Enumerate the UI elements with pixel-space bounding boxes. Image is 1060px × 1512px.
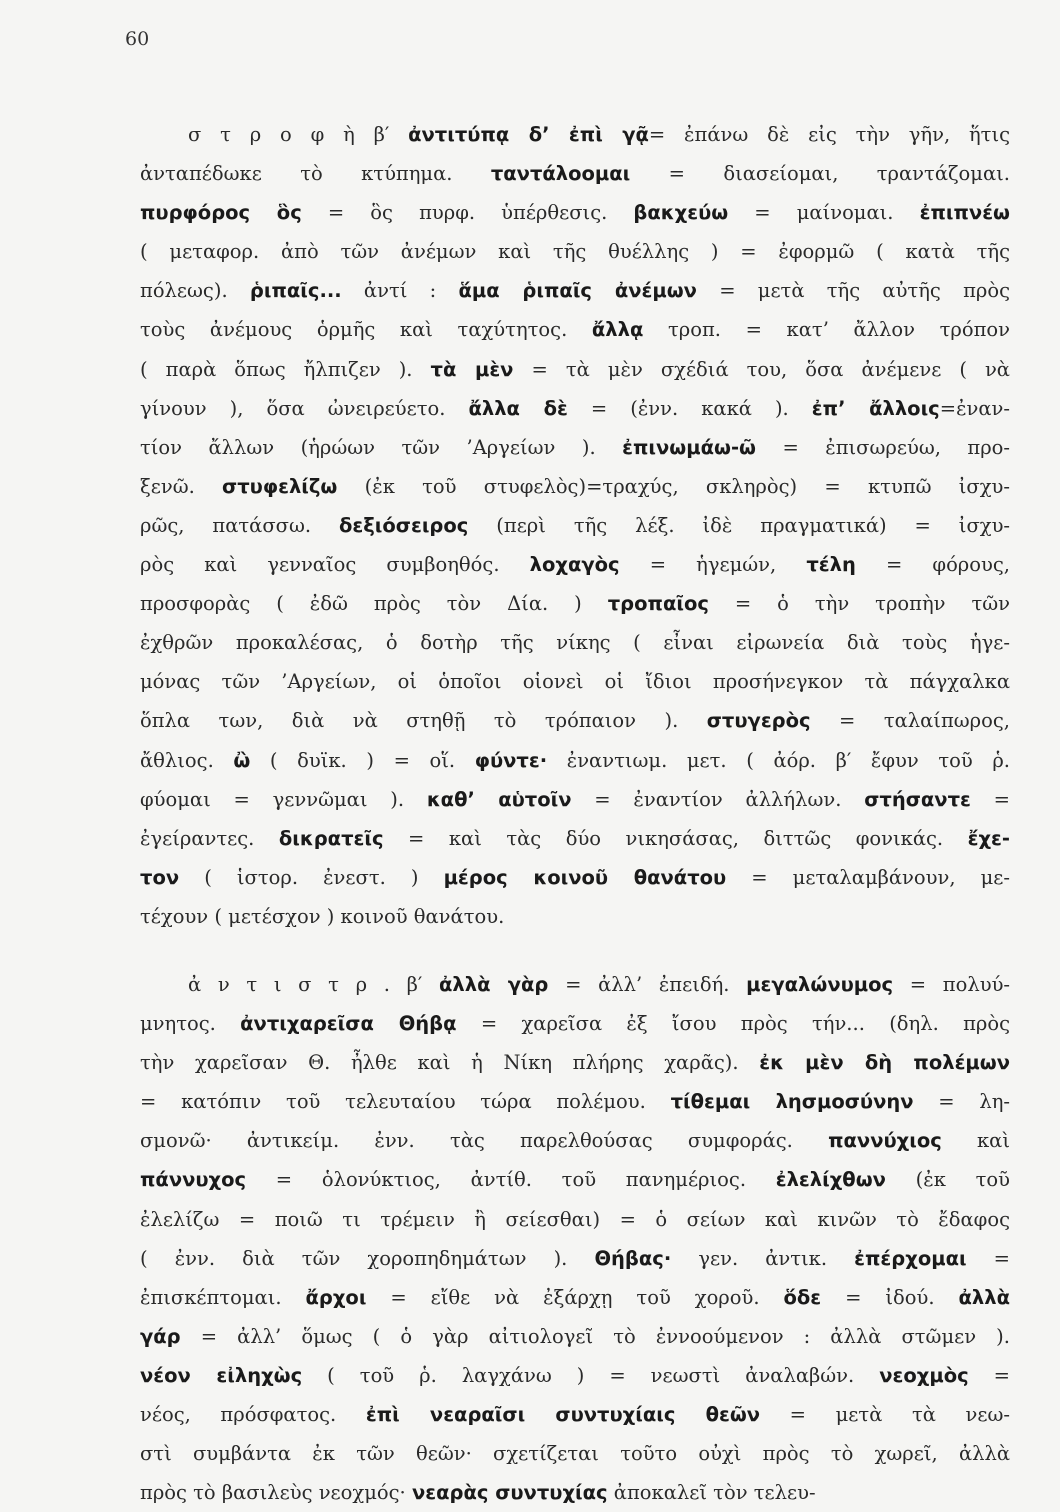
text-line [140,780,1010,819]
lemma-term: νεαρὰς συντυχίας [411,1481,608,1505]
gloss-text: ἀνταπέδωκε τὸ κτύπημα. [140,162,491,186]
text-line [140,897,1010,936]
text-line [140,1473,1010,1512]
lemma-term: καθ’ αὑτοῖν [426,787,572,811]
lemma-term: δεξιόσειρος [339,513,469,537]
lemma-term: Θήβας· [594,1246,672,1270]
gloss-text: γεν. ἀντικ. [671,1246,855,1270]
lemma-term: νεοχμὸς [879,1363,969,1387]
gloss-text: ἐγείραντες. [140,826,279,850]
gloss-text: ἀ ν τ ι σ τ ρ . β′ [188,972,439,996]
lemma-term: πάννυχος [140,1168,247,1192]
gloss-text: ( μεταφορ. ἀπὸ τῶν ἀνέμων καὶ τῆς θυέλλης ) = ἐφορμῶ ( κατὰ τῆς [140,240,1010,264]
text-line [140,662,1010,701]
gloss-text: καὶ [941,1129,1010,1153]
gloss-text: = ταλαίπωρος, [810,709,1010,733]
lemma-term: ἅμα ῥιπαῖς ἀνέμων [458,279,697,303]
gloss-text: = κατόπιν τοῦ τελευταίου τώρα πολέμου. [140,1090,671,1114]
text-line [140,1160,1010,1199]
text-line [140,701,1010,740]
gloss-text: = διασείομαι, τραντάζομαι. [630,162,1010,186]
gloss-text: (περὶ τῆς λέξ. ἰδὲ πραγματικά) = ἰσχυ- [468,513,1011,537]
text-line [140,545,1010,584]
gloss-text: = μεταλαμβάνουν, με- [726,865,1010,889]
gloss-text: = ἐπισωρεύω, προ- [755,435,1010,459]
lemma-term: τίθεμαι λησμοσύνην [670,1090,914,1114]
lemma-term: ἐπέρχομαι [854,1246,967,1270]
text-line [140,1317,1010,1356]
text-line [140,232,1010,271]
text-line [140,310,1010,349]
gloss-text: προσφορὰς ( ἐδῶ πρὸς τὸν Δία. ) [140,592,608,616]
page-number: 60 [125,28,150,50]
gloss-text: = ἐναντίον ἀλλήλων. [571,787,865,811]
text-line [140,1278,1010,1317]
lemma-term: παννύχιος [828,1129,942,1153]
text-line [140,819,1010,858]
gloss-text: ἐπισκέπτομαι. [140,1285,306,1309]
lemma-term: μέρος κοινοῦ θανάτου [443,865,727,889]
gloss-text: = (ἐνν. κακά ). [567,396,812,420]
gloss-text: τοὺς ἀνέμους ὁρμῆς καὶ ταχύτητος. [140,318,592,342]
gloss-text: τέχουν ( μετέσχον ) κοινοῦ θανάτου. [140,904,505,928]
lemma-term: γάρ [140,1324,181,1348]
text-line [140,193,1010,232]
gloss-text: = ἡγεμών, [619,553,807,577]
lemma-term: λοχαγὸς [529,553,620,577]
text-line [140,1043,1010,1082]
lemma-term: ἐκ μὲν δὴ πολέμων [759,1051,1010,1075]
gloss-text: σ τ ρ ο φ ὴ β′ [188,123,409,146]
lemma-term: τροπαῖος [607,592,709,616]
text-line [140,154,1010,193]
gloss-text: = καὶ τὰς δύο νικησάσας, διττῶς φονικάς. [383,826,968,850]
text-line [140,1200,1010,1239]
gloss-text: γίνουν ), ὅσα ὠνειρεύετο. [140,396,469,420]
gloss-text: φύομαι = γεννῶμαι ). [140,787,427,811]
text-line [140,271,1010,310]
gloss-text: = [966,1246,1011,1270]
text-line [140,506,1010,545]
gloss-text: = μετὰ τὰ νεω- [760,1403,1010,1426]
lemma-term: νέον εἰληχὼς [140,1363,303,1387]
lemma-term: στυγερὸς [706,709,811,733]
text-line [140,623,1010,662]
lemma-term: μεγαλώνυμος [746,972,894,996]
gloss-text: ξενῶ. [140,474,223,498]
gloss-text: = [970,787,1010,811]
gloss-text: ἐλελίζω = ποιῶ τι τρέμειν ἢ σείεσθαι) = ὁ σείων καὶ κινῶν τὸ ἔδαφος [140,1207,1010,1231]
text-line [140,1395,1010,1434]
gloss-text: τὴν χαρεῖσαν Θ. ἦλθε καὶ ἡ Νίκη πλήρης χαρᾶς). [140,1051,760,1075]
text-line [140,858,1010,897]
lemma-term: ἐπὶ νεαραῖσι συντυχίαις θεῶν [365,1403,761,1426]
text-line [140,1121,1010,1160]
gloss-text: (ἐκ τοῦ στυφελὸς)=τραχύς, σκληρὸς) = κτυπῶ ἰσχυ- [337,474,1010,498]
lemma-term: ἐλελίχθων [775,1168,886,1192]
gloss-text: σμονῶ· ἀντικείμ. ἐνν. τὰς παρελθούσας συμφοράς. [140,1129,829,1153]
text-line [140,741,1010,780]
lemma-term: ὅδε [783,1285,822,1309]
gloss-text: πρὸς τὸ βασιλεὺς νεοχμός· [140,1481,412,1505]
gloss-text: ἀντί : [341,279,459,303]
gloss-text: ἀποκαλεῖ τὸν τελευ- [607,1481,816,1505]
gloss-text: = τὰ μὲν σχέδιά του, ὅσα ἀνέμενε ( νὰ [513,357,1010,381]
lemma-term: ἀντιτύπᾳ δ’ ἐπὶ γᾷ [408,123,649,146]
gloss-text: = εἴθε νὰ ἐξάρχῃ τοῦ χοροῦ. [366,1285,784,1309]
text-line [140,1356,1010,1395]
lemma-term: στυφελίζω [222,474,338,498]
lemma-term: ἐπ’ ἄλλοις [811,396,940,420]
text-line [140,1434,1010,1473]
gloss-text: = ἀλλ’ ἐπειδή. [548,972,747,996]
lemma-term: πυρφόρος ὃς [140,201,302,225]
lemma-term: ἀλλὰ [958,1285,1010,1309]
gloss-text: = ὁ τὴν τροπὴν τῶν [708,592,1011,616]
gloss-text: μνητος. [140,1012,241,1036]
gloss-text: = ὃς πυρφ. ὑπέρθεσις. [301,201,634,225]
gloss-text: μόνας τῶν ’Αργείων, οἱ ὁποῖοι οἱονεὶ οἱ ἴδιοι προσήνεγκον τὰ πάγχαλκα [140,670,1010,694]
gloss-text: ὅπλα των, διὰ νὰ στηθῇ τὸ τρόπαιον ). [140,709,707,733]
text-line [140,350,1010,389]
gloss-text: = μαίνομαι. [728,201,920,225]
lemma-term: τον [140,865,180,889]
lemma-term: ἔχε- [967,826,1010,850]
gloss-text: = ἰδού. [821,1285,959,1309]
gloss-text: = πολυύ- [893,972,1011,996]
lemma-term: ἀλλὰ γὰρ [439,972,549,996]
text-line [140,467,1010,506]
gloss-text: νέος, πρόσφατος. [140,1403,366,1426]
gloss-text: = ἐπάνω δὲ εἰς τὴν γῆν, ἥτις [648,123,1011,146]
lemma-term: τέλη [806,553,856,577]
lemma-term: ἀντιχαρεῖσα Θήβᾳ [240,1012,457,1036]
gloss-text: ( ἐνν. διὰ τῶν χοροπηδημάτων ). [140,1246,595,1270]
gloss-text: = ἀλλ’ ὅμως ( ὁ γὰρ αἰτιολογεῖ τὸ ἐννοούμενον : ἀλλὰ στῶμεν ). [180,1324,1010,1348]
gloss-text: τροπ. = κατ’ ἄλλον τρόπον [643,318,1010,342]
gloss-text: ( τοῦ ῥ. λαγχάνω ) = νεωστὶ ἀναλαβών. [302,1363,880,1387]
gloss-text: ἐναντιωμ. μετ. ( ἀόρ. β′ ἔφυν τοῦ ῥ. [547,748,1010,772]
text-line [140,428,1010,467]
gloss-text: ( ἱστορ. ἐνεστ. ) [179,865,444,889]
text-line [140,389,1010,428]
gloss-text: ( δυϊκ. ) = οἵ. [250,748,475,772]
gloss-text: ρῶς, πατάσσω. [140,513,340,537]
gloss-text: = λη- [913,1090,1010,1114]
lemma-term: δικρατεῖς [278,826,384,850]
lemma-term: φύντε· [474,748,548,772]
lemma-term: στήσαντε [864,787,971,811]
lemma-term: ὢ [233,748,251,772]
gloss-text: τίον ἄλλων (ἡρώων τῶν ’Αργείων ). [140,435,623,459]
text-line [140,1239,1010,1278]
gloss-text: ρὸς καὶ γενναῖος συμβοηθός. [140,553,530,577]
text-line [140,1004,1010,1043]
text-line [140,584,1010,623]
gloss-text: = ὁλονύκτιος, ἀντίθ. τοῦ πανημέριος. [246,1168,776,1192]
text-line [140,1082,1010,1121]
lemma-term: ῥιπαῖς... [249,279,342,303]
lemma-term: βακχεύω [633,201,729,225]
gloss-text: ἄθλιος. [140,748,234,772]
gloss-text: = χαρεῖσα ἐξ ἴσου πρὸς τήν... (δηλ. πρὸς [456,1012,1011,1036]
text-line [140,965,1010,1004]
gloss-text: = [968,1363,1010,1387]
gloss-text: = φόρους, [855,553,1010,577]
text-line [140,115,1010,154]
lemma-term: ταντάλοομαι [490,162,631,186]
lemma-term: ἄλλα δὲ [468,396,568,420]
lemma-term: ἐπινωμάω-ῶ [622,435,756,459]
gloss-text: =ἐναν- [939,396,1011,420]
gloss-text: = μετὰ τῆς αὐτῆς πρὸς [696,279,1011,303]
lemma-term: ἐπιπνέω [919,201,1010,225]
lemma-term: ἄλλᾳ [591,318,644,342]
gloss-text: στὶ συμβάντα ἐκ τῶν θεῶν· σχετίζεται τοῦτο οὐχὶ πρὸς τὸ χωρεῖ, ἀλλὰ [140,1442,1010,1466]
gloss-text: (ἐκ τοῦ [885,1168,1010,1192]
gloss-text: πόλεως). [140,279,250,303]
gloss-text: ( παρὰ ὅπως ἤλπιζεν ). [140,357,431,381]
gloss-text: ἐχθρῶν προκαλέσας, ὁ δοτὴρ τῆς νίκης ( εἶναι εἰρωνεία διὰ τοὺς ἡγε- [140,631,1010,655]
lemma-term: τὰ μὲν [430,357,514,381]
commentary-text [140,115,1010,1512]
lemma-term: ἄρχοι [305,1285,367,1309]
